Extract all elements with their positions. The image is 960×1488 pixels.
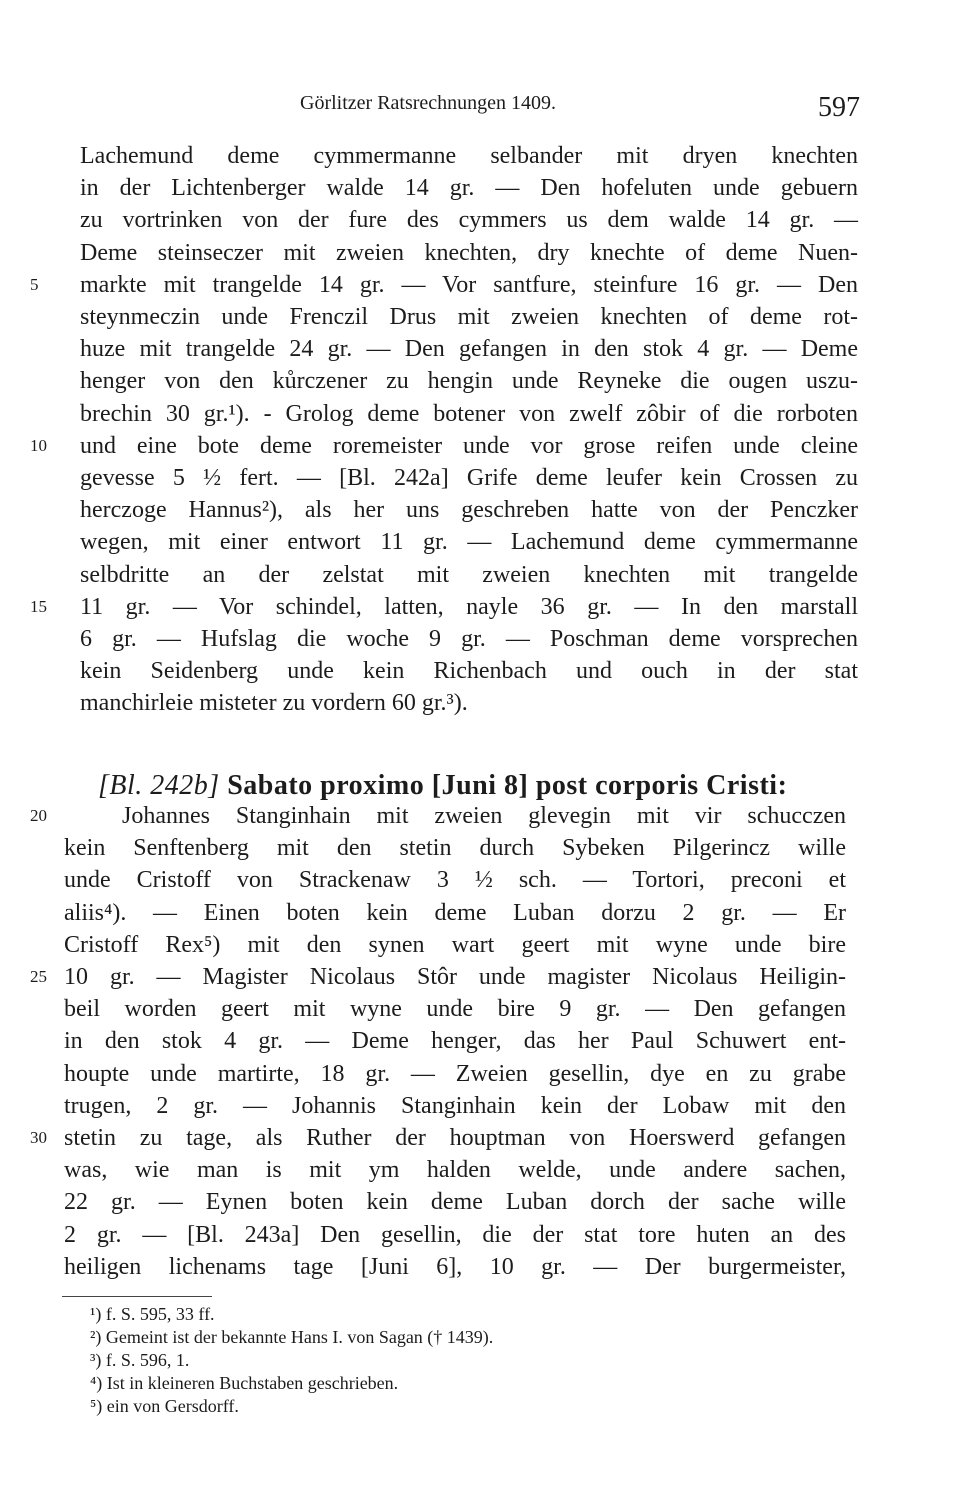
section-title: Sabato proximo [Juni 8] post corporis Cristi: bbox=[227, 770, 788, 801]
text-line bbox=[0, 1186, 960, 1218]
line-text: heiligen lichenams tage [Juni 6], 10 gr. — Der burgermeister, bbox=[64, 1253, 846, 1280]
footnote: ³) f. S. 596, 1. bbox=[90, 1350, 190, 1370]
line-text: kein Senftenberg mit den stetin durch Sybeken Pilgerincz wille bbox=[64, 835, 846, 862]
text-line bbox=[0, 1025, 960, 1057]
text-line bbox=[0, 526, 960, 558]
line-text: herczoge Hannus²), als her uns geschreben hatte von der Penczker bbox=[80, 497, 858, 524]
line-number: 10 bbox=[30, 435, 47, 455]
line-text: in der Lichtenberger walde 14 gr. — Den hofeluten unde gebuern bbox=[80, 175, 858, 202]
text-line bbox=[0, 993, 960, 1025]
line-number: 30 bbox=[30, 1128, 47, 1147]
line-text: Lachemund deme cymmermanne selbander mit dryen knechten bbox=[80, 143, 858, 169]
text-line bbox=[0, 494, 960, 526]
line-text: huze mit trangelde 24 gr. — Den gefangen in den stok 4 gr. — Deme bbox=[80, 336, 858, 363]
line-text: beil worden geert mit wyne unde bire 9 gr. — Den gefangen bbox=[64, 996, 846, 1023]
text-line bbox=[0, 301, 960, 333]
text-line bbox=[0, 897, 960, 929]
footnote: ⁵) ein von Gersdorff. bbox=[90, 1396, 239, 1416]
text-line bbox=[0, 929, 960, 961]
line-text: aliis⁴). — Einen boten kein deme Luban dorzu 2 gr. — Er bbox=[64, 899, 846, 926]
line-text: gevesse 5 ½ fert. — [Bl. 242a] Grife deme leufer kein Crossen zu bbox=[80, 465, 858, 491]
text-line bbox=[0, 1219, 960, 1251]
line-text: was, wie man is mit ym halden welde, unde andere sachen, bbox=[64, 1157, 846, 1184]
line-text: zu vortrinken von der fure des cymmers us dem walde 14 gr. — bbox=[80, 207, 858, 234]
page-number: 597 bbox=[818, 92, 860, 123]
line-text: 10 gr. — Magister Nicolaus Stôr unde magister Nicolaus Heiligin- bbox=[64, 964, 846, 990]
line-text: steynmeczin unde Frenczil Drus mit zweien knechten of deme rot- bbox=[80, 304, 858, 330]
line-text: und eine bote deme roremeister unde vor grose reifen unde cleine bbox=[80, 432, 858, 459]
line-text: 6 gr. — Hufslag die woche 9 gr. — Poschman deme vorsprechen bbox=[80, 626, 858, 652]
line-text: stetin zu tage, als Ruther der houptman von Hoerswerd gefangen bbox=[64, 1125, 846, 1151]
text-line bbox=[0, 172, 960, 204]
line-text: wegen, mit einer entwort 11 gr. — Lachemund deme cymmermanne bbox=[80, 529, 858, 556]
line-text: trugen, 2 gr. — Johannis Stanginhain kein der Lobaw mit den bbox=[64, 1092, 846, 1119]
line-text: henger von den kůrczener zu hengin unde Reyneke die ougen uszu- bbox=[80, 368, 858, 395]
text-line bbox=[0, 1154, 960, 1186]
text-line bbox=[0, 864, 960, 896]
line-number: 5 bbox=[30, 274, 39, 294]
text-line bbox=[0, 398, 960, 430]
line-text: brechin 30 gr.¹). - Grolog deme botener von zwelf zôbir of die rorboten bbox=[80, 400, 858, 427]
text-line bbox=[0, 961, 960, 993]
text-line bbox=[0, 430, 960, 462]
line-text: unde Cristoff von Strackenaw 3 ½ sch. — Tortori, preconi et bbox=[64, 867, 846, 894]
line-text: selbdritte an der zelstat mit zweien knechten mit trangelde bbox=[80, 561, 858, 588]
text-line bbox=[0, 800, 960, 832]
line-text: manchirleie misteter zu vordern 60 gr.³). bbox=[80, 690, 468, 717]
line-text: Johannes Stanginhain mit zweien glevegin mit vir schucczen bbox=[122, 803, 846, 829]
text-line bbox=[0, 591, 960, 623]
section-heading bbox=[98, 770, 787, 802]
running-title: Görlitzer Ratsrechnungen 1409. bbox=[300, 92, 557, 114]
text-line bbox=[0, 462, 960, 494]
text-line bbox=[0, 1058, 960, 1090]
line-number: 15 bbox=[30, 596, 47, 616]
footnote: ⁴) Ist in kleineren Buchstaben geschrieben. bbox=[90, 1373, 399, 1393]
text-line bbox=[0, 687, 960, 719]
footnote: ²) Gemeint ist der bekannte Hans I. von Sagan († 1439). bbox=[90, 1327, 494, 1347]
text-line bbox=[0, 333, 960, 365]
text-line bbox=[0, 365, 960, 397]
line-text: kein Seidenberg unde kein Richenbach und ouch in der stat bbox=[80, 658, 858, 685]
text-line bbox=[0, 832, 960, 864]
line-text: in den stok 4 gr. — Deme henger, das her Paul Schuwert ent- bbox=[64, 1028, 846, 1055]
text-line bbox=[0, 237, 960, 269]
line-text: 11 gr. — Vor schindel, latten, nayle 36 gr. — In den marstall bbox=[80, 593, 858, 620]
text-line bbox=[0, 1090, 960, 1122]
line-text: Cristoff Rex⁵) mit den synen wart geert mit wyne unde bire bbox=[64, 931, 846, 958]
text-line bbox=[0, 140, 960, 172]
line-text: markte mit trangelde 14 gr. — Vor santfure, steinfure 16 gr. — Den bbox=[80, 271, 858, 298]
footnote: ¹) f. S. 595, 33 ff. bbox=[90, 1304, 215, 1324]
folio-reference: [Bl. 242b] bbox=[98, 770, 220, 801]
text-line bbox=[0, 559, 960, 591]
text-line bbox=[0, 1251, 960, 1283]
line-number: 25 bbox=[30, 967, 47, 986]
line-number: 20 bbox=[30, 806, 47, 825]
line-text: 22 gr. — Eynen boten kein deme Luban dorch der sache wille bbox=[64, 1189, 846, 1216]
text-line bbox=[0, 269, 960, 301]
line-text: houpte unde martirte, 18 gr. — Zweien gesellin, dye en zu grabe bbox=[64, 1060, 846, 1087]
text-line bbox=[0, 204, 960, 236]
line-text: Deme steinseczer mit zweien knechten, dry knechte of deme Nuen- bbox=[80, 239, 858, 266]
text-line bbox=[0, 623, 960, 655]
text-line bbox=[0, 1122, 960, 1154]
line-text: 2 gr. — [Bl. 243a] Den gesellin, die der stat tore huten an des bbox=[64, 1221, 846, 1248]
text-line bbox=[0, 655, 960, 687]
footnote-rule bbox=[62, 1296, 212, 1297]
